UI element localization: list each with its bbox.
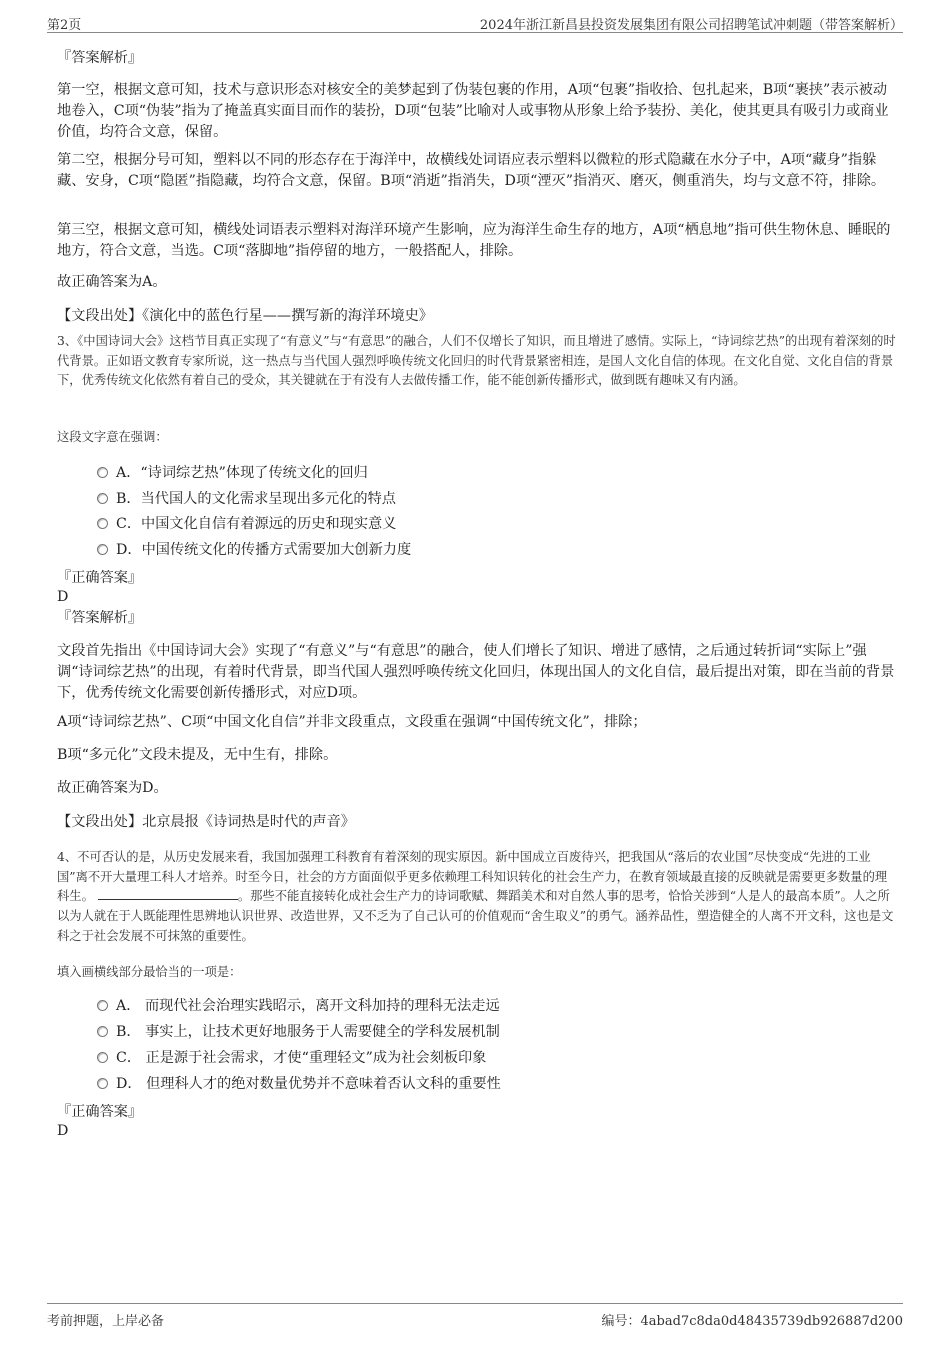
radio-icon[interactable] bbox=[97, 1000, 108, 1011]
q4-answer-heading: 『正确答案』 bbox=[57, 1104, 143, 1120]
q3-question: 3、《中国诗词大会》这档节目真正实现了“有意义”与“有意思”的融合，人们不仅增长了知识，而且增进了感情。实际上，“诗词综艺热”的出现有着深刻的时代背景。正如语文教育专家所说，这一热点与当代国人强烈呼唤传统文化回归的时代背景紧密相连，是国人文化自信的体现。在文化自觉、文化自信的背景下，优秀传统文化依然有着自己的受众，其关键就在于有没有人去做传播工作，能不能创新传播形式，做到既有趣味又有内涵。 bbox=[57, 334, 896, 388]
footer-slogan: 考前押题，上岸必备 bbox=[47, 1314, 165, 1329]
q3-source: 【文段出处】北京晨报《诗词热是时代的声音》 bbox=[57, 814, 355, 830]
fill-in-blank bbox=[98, 887, 238, 900]
radio-icon[interactable] bbox=[97, 467, 108, 478]
page-header bbox=[47, 12, 903, 33]
q3-option-d[interactable]: D．中国传统文化的传播方式需要加大创新力度 bbox=[97, 540, 411, 560]
document-title: 2024年浙江新昌县投资发展集团有限公司招聘笔试冲刺题（带答案解析） bbox=[479, 18, 903, 33]
q2-source: 【文段出处】《演化中的蓝色行星——撰写新的海洋环境史》 bbox=[57, 308, 433, 324]
q4-answer: D bbox=[57, 1123, 69, 1139]
q4-question-part-2: 。那些不能直接转化成社会生产力的诗词歌赋、舞蹈美术和对自然人事的思考，恰恰关涉到“人是人的最高本质”。人之所以为人就在于人既能理性思辨地认识世界、改造世界，又不乏为了自己认可的价值观而“舍生取义”的勇气。涵养品性，塑造健全的人离不开文科，这也是文科之于社会发展不可抹煞的重要性。 bbox=[57, 889, 894, 943]
q3-analysis-para-3: B项“多元化”文段未提及，无中生有，排除。 bbox=[57, 747, 338, 763]
q4-question-part-1: 4、不可否认的是，从历史发展来看，我国加强理工科教育有着深刻的现实原因。新中国成立百废待兴，把我国从“落后的农业国”尽快变成“先进的工业国”离不开大量理工科人才培养。时至今日，社会的方方面面似乎更多依赖理工科知识转化的社会生产力，在教育领域最直接的反映就是需要更多数量的理科生。 bbox=[57, 850, 888, 904]
document-code: 编号：4abad7c8da0d48435739db926887d200 bbox=[601, 1314, 903, 1329]
radio-icon[interactable] bbox=[97, 1026, 108, 1037]
q3-prompt: 这段文字意在强调： bbox=[57, 430, 168, 444]
page-number: 第2页 bbox=[47, 18, 82, 33]
radio-icon[interactable] bbox=[97, 493, 108, 504]
radio-icon[interactable] bbox=[97, 1078, 108, 1089]
radio-icon[interactable] bbox=[97, 518, 108, 529]
q2-analysis-para-2: 第二空，根据分号可知，塑料以不同的形态存在于海洋中，故横线处词语应表示塑料以微粒的形式隐藏在水分子中，A项“藏身”指躲藏、安身，C项“隐匿”指隐藏，均符合文意，保留。B项“消逝”指消失，D项“湮灭”指消灭、磨灭，侧重消失，均与文意不符，排除。 bbox=[57, 152, 886, 189]
page-footer bbox=[47, 1303, 903, 1329]
q3-answer-heading: 『正确答案』 bbox=[57, 570, 143, 586]
q3-analysis-para-2: A项“诗词综艺热”、C项“中国文化自信”并非文段重点，文段重在强调“中国传统文化”，排除； bbox=[57, 714, 647, 730]
q2-answer-conclusion: 故正确答案为A。 bbox=[57, 274, 167, 290]
q2-analysis-para-3: 第三空，根据文意可知，横线处词语表示塑料对海洋环境产生影响，应为海洋生命生存的地方，A项“栖息地”指可供生物休息、睡眠的地方，符合文意，当选。C项“落脚地”指停留的地方，一般搭配人，排除。 bbox=[57, 222, 891, 259]
q4-option-a[interactable]: A． 而现代社会治理实践昭示，离开文科加持的理科无法走远 bbox=[97, 996, 500, 1016]
q4-question bbox=[57, 848, 897, 947]
q4-option-d[interactable]: D． 但理科人才的绝对数量优势并不意味着否认文科的重要性 bbox=[97, 1074, 501, 1094]
q3-option-a[interactable]: A．“诗词综艺热”体现了传统文化的回归 bbox=[97, 463, 368, 483]
q4-option-c[interactable]: C． 正是源于社会需求，才使“重理轻文”成为社会刻板印象 bbox=[97, 1048, 486, 1068]
q3-option-b[interactable]: B．当代国人的文化需求呈现出多元化的特点 bbox=[97, 489, 396, 509]
q3-answer-conclusion: 故正确答案为D。 bbox=[57, 780, 168, 796]
q4-option-b[interactable]: B． 事实上，让技术更好地服务于人需要健全的学科发展机制 bbox=[97, 1022, 500, 1042]
q2-analysis-para-1: 第一空，根据文意可知，技术与意识形态对核安全的美梦起到了伪装包裹的作用，A项“包裹”指收拾、包扎起来，B项“裹挟”表示被动地卷入，C项“伪装”指为了掩盖真实面目而作的装扮，D项“包装”比喻对人或事物从形象上给予装扮、美化，使其更具有吸引力或商业价值，均符合文意，保留。 bbox=[57, 82, 889, 140]
radio-icon[interactable] bbox=[97, 544, 108, 555]
q3-analysis-heading: 『答案解析』 bbox=[57, 610, 143, 626]
q3-option-c[interactable]: C．中国文化自信有着源远的历史和现实意义 bbox=[97, 514, 396, 534]
q3-answer: D bbox=[57, 589, 69, 605]
q4-prompt: 填入画横线部分最恰当的一项是： bbox=[57, 965, 242, 979]
q3-analysis-para-1: 文段首先指出《中国诗词大会》实现了“有意义”与“有意思”的融合，使人们增长了知识、增进了感情，之后通过转折词“实际上”强调“诗词综艺热”的出现，有着时代背景，即当代国人强烈呼唤传统文化回归，体现出国人的文化自信，最后提出对策，即在当前的背景下，优秀传统文化需要创新传播形式，对应D项。 bbox=[57, 643, 895, 701]
radio-icon[interactable] bbox=[97, 1052, 108, 1063]
q2-analysis-heading: 『答案解析』 bbox=[57, 50, 143, 66]
